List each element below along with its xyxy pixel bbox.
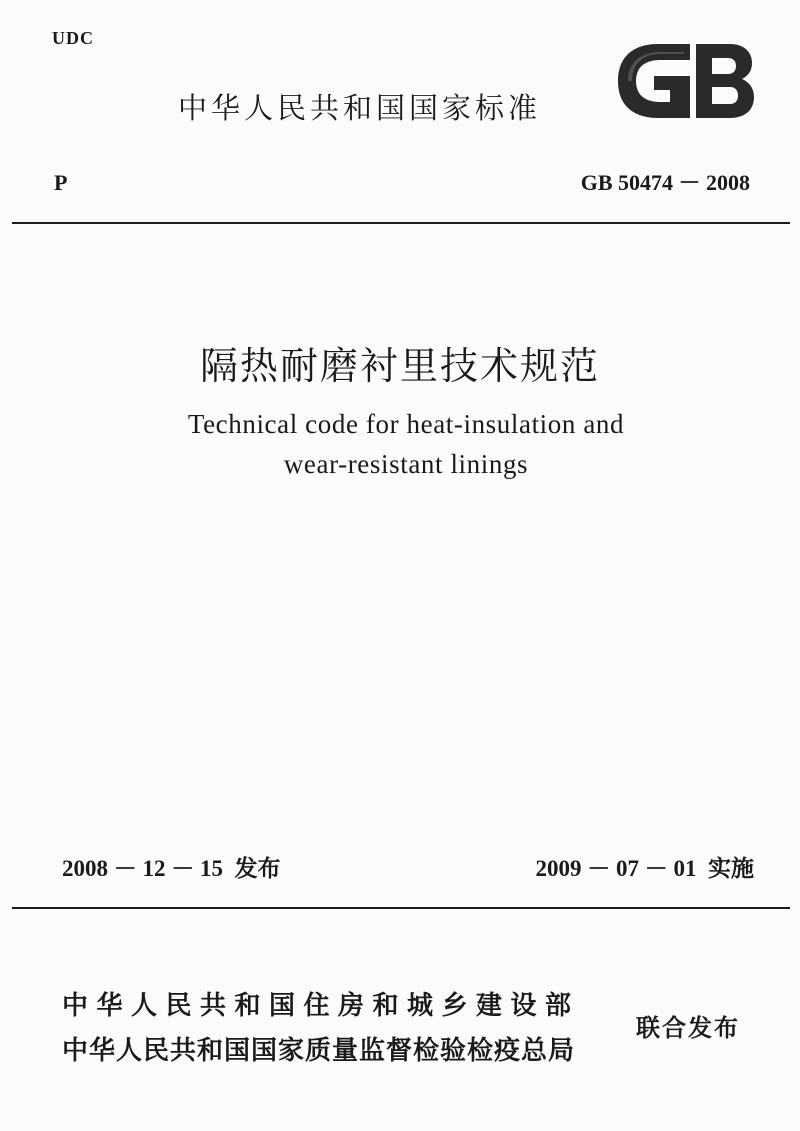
standard-number: GB 50474 － 2008 <box>580 170 750 195</box>
publisher-ministry: 中华人民共和国住房和城乡建设部 <box>62 991 580 1021</box>
top-divider <box>12 222 790 224</box>
gb-logo-icon <box>606 36 756 126</box>
chinese-title: 隔热耐磨衬里技术规范 <box>199 344 600 388</box>
national-standard-heading: 中华人民共和国国家标准 <box>178 91 542 125</box>
issue-date: 2008 － 12 － 15 发布 <box>62 856 281 881</box>
english-title <box>0 404 800 484</box>
joint-release-label: 联合发布 <box>636 1014 740 1042</box>
gb-logo-b-shape <box>696 44 754 118</box>
implementation-date: 2009 － 07 － 01 实施 <box>535 856 754 881</box>
publisher-aqsiq: 中华人民共和国国家质量监督检验检疫总局 <box>62 1036 576 1066</box>
english-title-line-1: Technical code for heat-insulation and <box>187 409 625 439</box>
english-title-line-2: wear-resistant linings <box>283 449 529 479</box>
category-code: P <box>54 170 68 195</box>
bottom-divider <box>12 907 790 909</box>
udc-label: UDC <box>52 28 94 48</box>
